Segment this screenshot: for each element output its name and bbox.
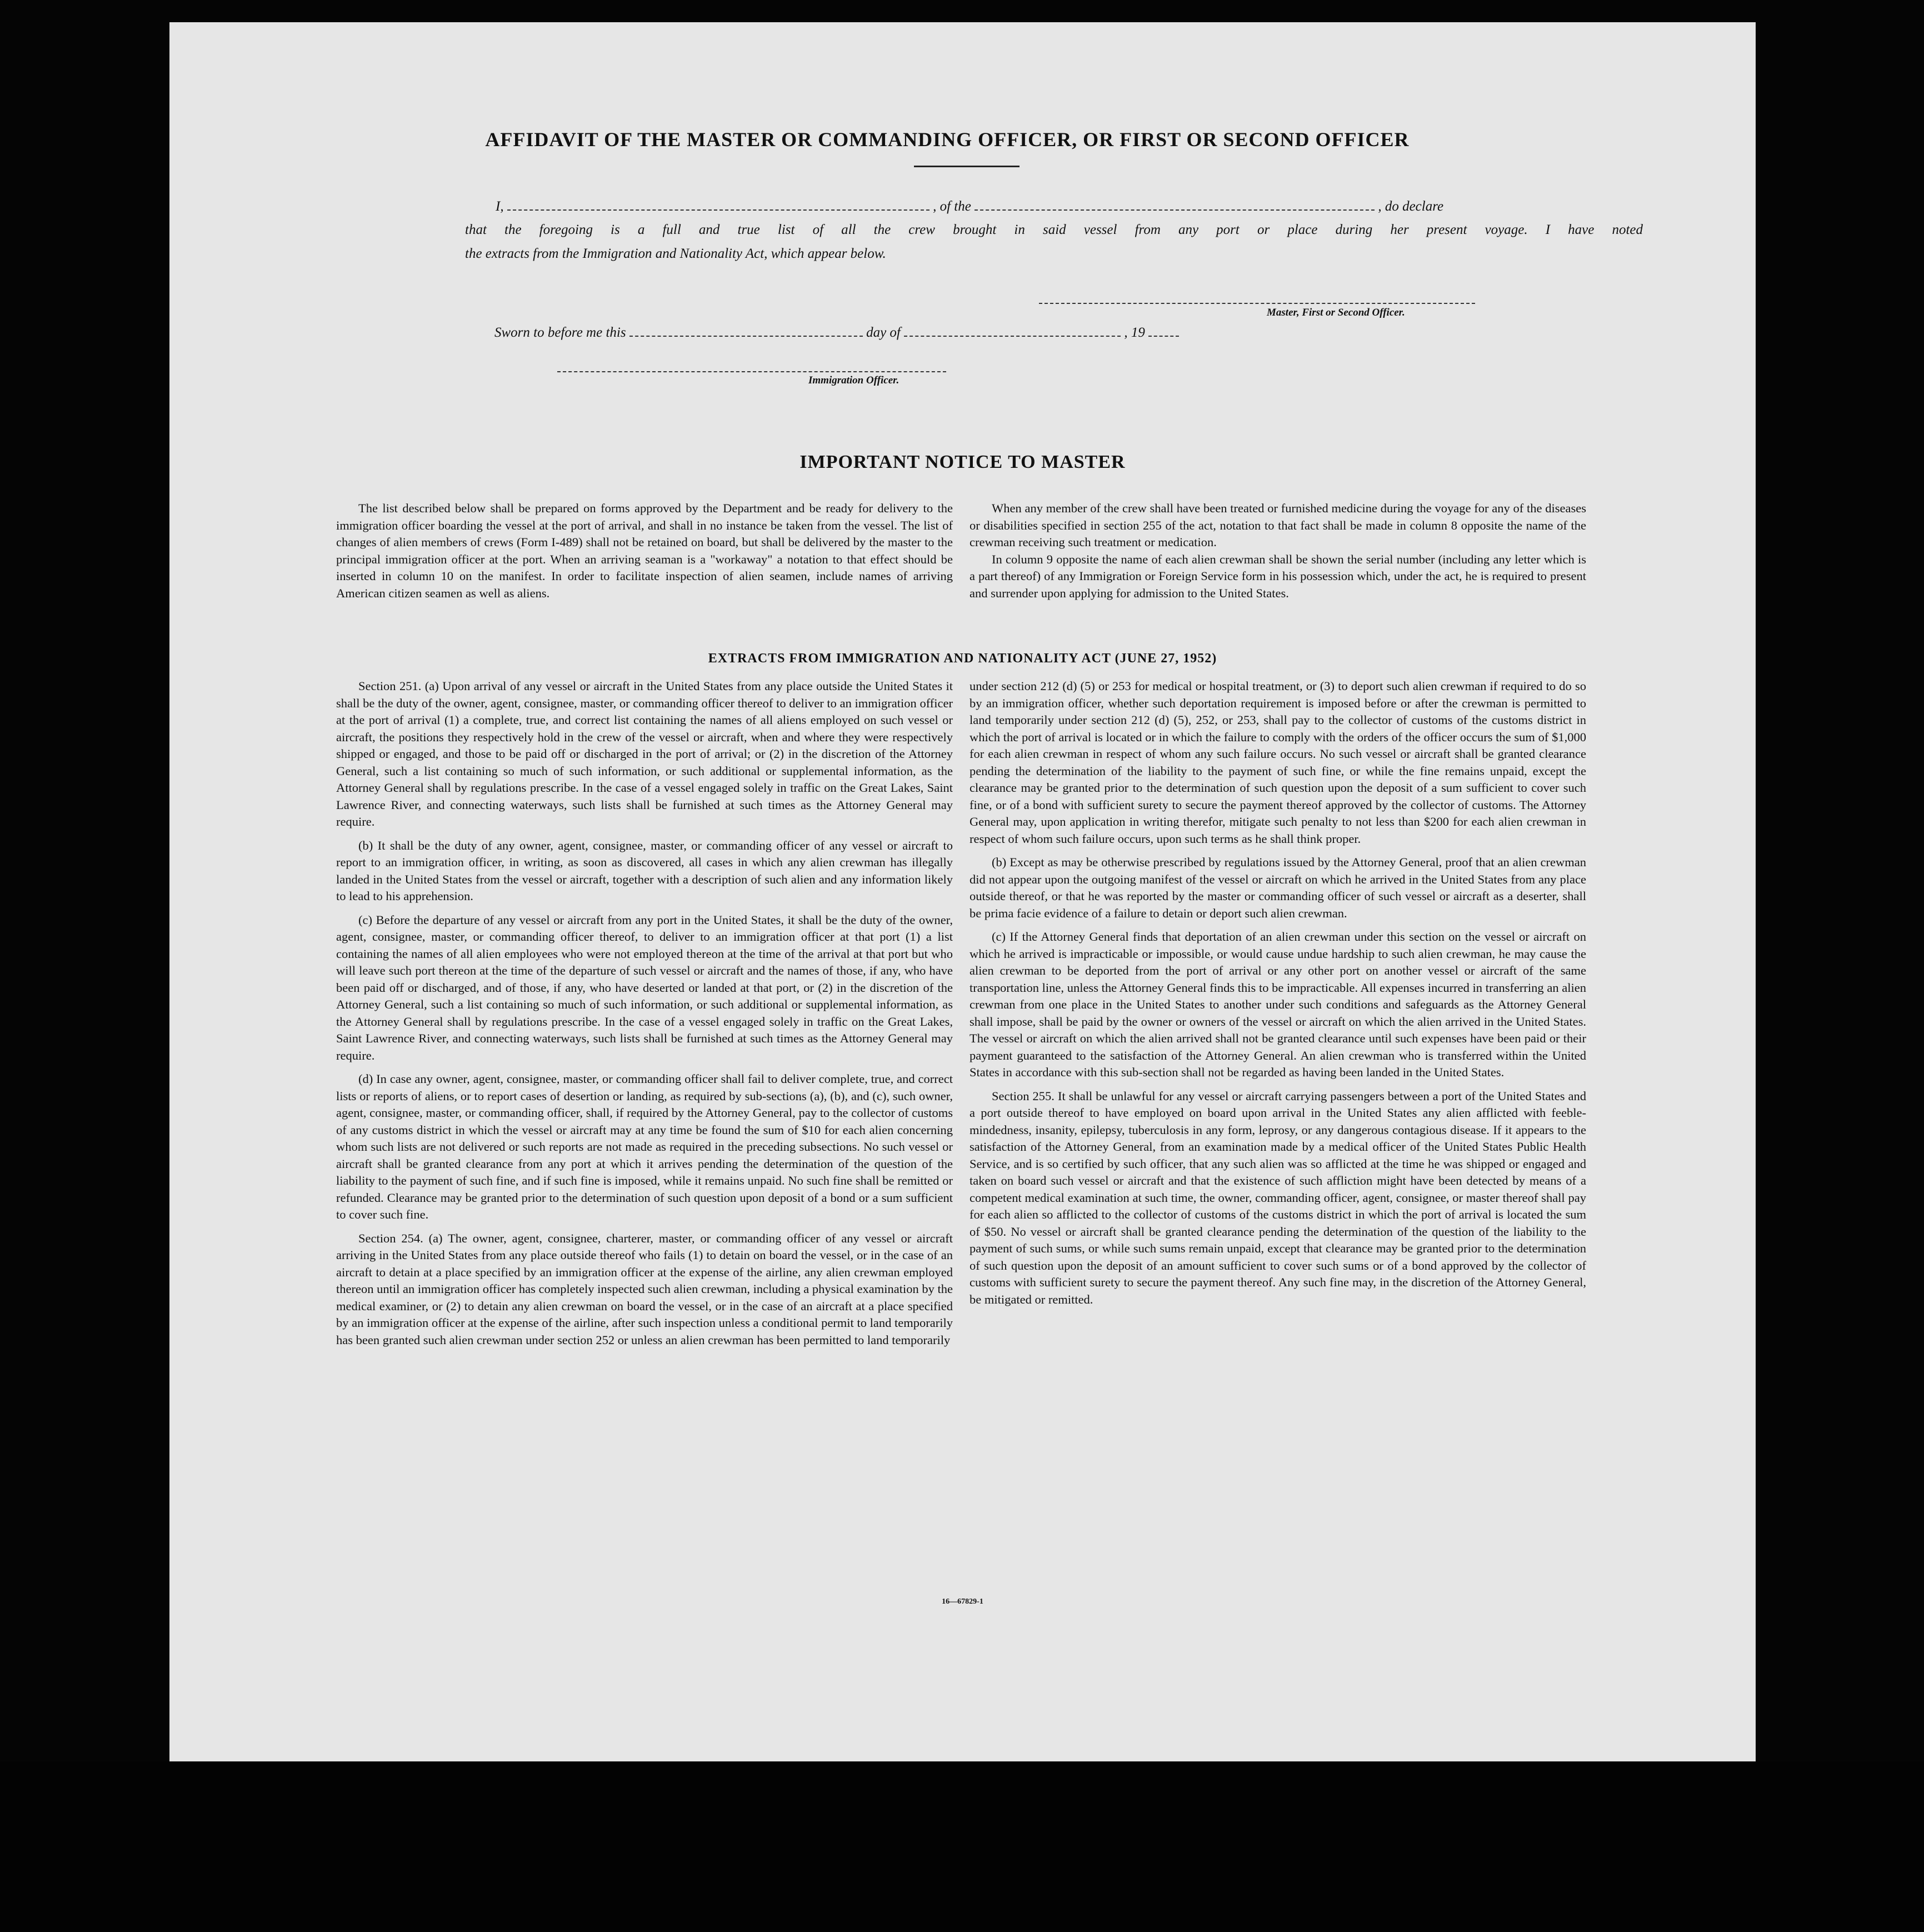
officer-signature-line[interactable] [557,371,946,372]
document-page [169,22,1756,1761]
sworn-line [494,325,1179,341]
section-251-a: Section 251. (a) Upon arrival of any vessel or aircraft in the United States from any place outside the United States it shall be the duty of the owner, agent, consignee, master, or commanding officer thereof to deliver to an immigration officer at the port of arrival (1) a complete, true, and correct list containing the names of all aliens employed on such vessel or aircraft, the positions they respectively hold in the crew of the vessel or aircraft, when and where they were respectively shipped or engaged, and those to be paid off or discharged in the port of arrival; or (2) in the discretion of the Attorney General, such a list containing so much of such information, or such additional or supplemental information, as the Attorney General shall by regulations prescribe. In the case of a vessel engaged solely in traffic on the Great Lakes, Saint Lawrence River, and connecting waterways, such lists shall be furnished at such times as the Attorney General may require. [336,679,953,828]
declaration-line [496,199,1443,214]
notice-title: IMPORTANT NOTICE TO MASTER [799,452,1126,472]
vessel-blank[interactable] [975,204,1375,211]
notice-left-paragraph: The list described below shall be prepared on forms approved by the Department and be ready for delivery to the immigration officer boarding the vessel at the port of arrival, and shall in no instance be taken from the vessel. The list of changes of alien members of crews (Form I-489) shall not be retained on board, but shall be delivered by the master to the principal immigration officer at the port. When an arriving seaman is a "workaway" a notation to that effect should be inserted in column 10 on the manifest. In order to facilitate inspection of alien seamen, include names of arriving American citizen seamen as well as aliens. [336,501,953,600]
declare-i: I, [496,199,504,214]
scan-border [0,1761,1924,1932]
master-signature-line[interactable] [1039,303,1475,304]
section-254-b: (b) Except as may be otherwise prescribed by regulations issued by the Attorney General, proof that an alien crewman did not appear upon the outgoing manifest of the vessel or aircraft on which he arrived in the United States from any place outside thereof, or that he was reported by the master or commanding officer of such vessel or aircraft as a deserter, shall be prima facie evidence of a failure to detain or deport such alien crewman. [970,855,1586,920]
extracts-right-column [970,678,1586,1315]
notice-right-column [970,500,1586,608]
notice-left-column [336,500,953,608]
extracts-left-column [336,678,953,1355]
sworn-date-blank[interactable] [629,330,863,337]
section-254-a-continued: under section 212 (d) (5) or 253 for medical or hospital treatment, or (3) to deport such alien crewman if required to do so by an immigration officer, whether such deportation requirement is imposed before or after the crewman is permitted to land temporarily under section 212 (d) (5), 252, or 253, shall pay to the collector of customs of the customs district in which the port of arrival is located or in which the failure to comply with the orders of the officer occurs the sum of $1,000 for each alien crewman in respect of whom any such failure occurs. No such vessel or aircraft shall be granted clearance pending the determination of the liability to the payment of such fine, or while the fine remains unpaid, except the clearance may be granted prior to the determination of such question upon the deposit of a sum sufficient to cover such fine, or of a bond with sufficient surety to secure the payment thereof approved by the collector of customs. The Attorney General may, upon application in writing therefor, mitigate such penalty to not less than $200 for each alien crewman in respect of whom such failure occurs, upon such terms as he shall think proper. [970,679,1586,846]
declare-of-the: , of the [933,199,971,214]
extracts-title: EXTRACTS FROM IMMIGRATION AND NATIONALITY ACT (JUNE 27, 1952) [708,651,1217,666]
sworn-prefix: Sworn to before me this [494,325,626,340]
section-255: Section 255. It shall be unlawful for any vessel or aircraft carrying passengers between a port of the United States and a port outside thereof to have employed on board upon arrival in the United States any alien afflicted with feeble-mindedness, insanity, epilepsy, tuberculosis in any form, leprosy, or any dangerous contagious disease. If it appears to the satisfaction of the Attorney General, from an examination made by a medical officer of the United States Public Health Service, and is so certified by such officer, that any such alien was so afflicted at the time he was shipped or engaged and taken on board such vessel or aircraft and that the existence of such affliction might have been detected by means of a competent medical examination at such time, the owner, commanding officer, agent, consignee, or master thereof shall pay for each alien so afflicted to the collector of customs of the customs district in which the port of arrival is located the sum of $50. No vessel or aircraft shall be granted clearance pending the determination of the question of the liability to the payment of such sums, or while such sums remain unpaid, except that clearance may be granted prior to the determination of such question upon the deposit of an amount sufficient to cover such sums or of a bond approved by the collector of customs with sufficient surety to secure the payment thereof. Any such fine may, in the discretion of the Attorney General, be mitigated or remitted. [970,1089,1586,1306]
name-blank[interactable] [507,204,929,211]
sworn-year-blank[interactable] [1148,330,1179,337]
form-code: 16—67829-1 [942,1597,983,1606]
master-caption: Master, First or Second Officer. [1267,307,1405,318]
title-rule [914,166,1020,167]
section-254-a: Section 254. (a) The owner, agent, consignee, charterer, master, or commanding officer of any vessel or aircraft arriving in the United States from any place outside thereof who fails (1) to detain on board the vessel, or in the case of an aircraft to detain at a place specified by an immigration officer at the expense of the airline, any alien crewman employed thereon until an immigration officer has completely inspected such alien crewman, including a physical examination by the medical examiner, or (2) to detain any alien crewman on board the vessel, or in the case of an aircraft at a place specified by an immigration officer at the expense of the airline, after such inspection unless a conditional permit to land temporarily has been granted such alien crewman under section 252 or unless an alien crewman has been permitted to land temporarily [336,1231,953,1347]
officer-caption: Immigration Officer. [808,375,899,386]
section-251-d: (d) In case any owner, agent, consignee, master, or commanding officer shall fail to deliver complete, true, and correct lists or reports of aliens, or to report cases of desertion or landing, as required by sub-sections (a), (b), and (c), such owner, agent, consignee, master, or commanding officer, shall, if required by the Attorney General, pay to the collector of customs of any customs district in which the vessel or aircraft may at any time be found the sum of $10 for each alien concerning whom such lists are not delivered or such reports are not made as required in the preceding subsections. No such vessel or aircraft shall be granted clearance from any port at which it arrives pending the determination of the question of the liability to the payment of such fine, and if such fine is imposed, while it remains unpaid. No such fine shall be remitted or refunded. Clearance may be granted prior to the determination of such question upon deposit of a bond or a sum sufficient to cover such fine. [336,1072,953,1221]
declaration-text-3: the extracts from the Immigration and Nationality Act, which appear below. [465,246,886,261]
declare-end: , do declare [1378,199,1444,214]
affidavit-title: AFFIDAVIT OF THE MASTER OR COMMANDING OFFICER, OR FIRST OR SECOND OFFICER [485,128,1410,151]
notice-right-paragraph-1: When any member of the crew shall have been treated or furnished medicine during the voyage for any of the diseases or disabilities specified in section 255 of the act, notation to that fact shall be made in column 8 opposite the name of the crewman receiving such treatment or medication. [970,501,1586,549]
sworn-month-blank[interactable] [904,330,1121,337]
declaration-text-2: that the foregoing is a full and true list of all the crew brought in said vessel from any port or place during her present voyage. I have noted [465,222,1643,237]
section-254-c: (c) If the Attorney General finds that deportation of an alien crewman under this section on the vessel or aircraft on which he arrived is impracticable or impossible, or would cause undue hardship to such alien crewman, he may cause the alien crewman to be deported from the port of arrival or any other port on another vessel or aircraft of the same transportation line, unless the Attorney General finds this to be impracticable. All expenses incurred in transferring an alien crewman from one place in the United States to another under such conditions and safeguards as the Attorney General shall impose, shall be paid by the owner or owners of the vessel or aircraft on which the alien arrived in the United States. The vessel or aircraft on which the alien arrived shall not be granted clearance until such expenses have been paid or their payment guaranteed to the satisfaction of the Attorney General. An alien crewman who is transferred within the United States in accordance with this sub-section shall not be regarded as having been landed in the United States. [970,930,1586,1079]
sworn-year: , 19 [1124,325,1145,340]
section-251-c: (c) Before the departure of any vessel or aircraft from any port in the United States, it shall be the duty of the owner, agent, consignee, master, or commanding officer thereof, to deliver to an immigration officer at that port (1) a list containing the names of all alien employees who were not employed thereon at the time of the arrival at that port but who will leave such port thereon at the time of the departure of such vessel or aircraft and the names of those, if any, who have been paid off or discharged, and of those, if any, who have deserted or landed at that port, or (2) in the discretion of the Attorney General, such a list containing so much of such information, or such additional or supplemental information, as the Attorney General shall by regulations prescribe. In the case of a vessel engaged solely in traffic on the Great Lakes, Saint Lawrence River, and connecting waterways, such lists shall be furnished at such times as the Attorney General may require. [336,912,953,1062]
section-251-b: (b) It shall be the duty of any owner, agent, consignee, master, or commanding officer of any vessel or aircraft to report to an immigration officer, in writing, as soon as discovered, all cases in which any alien crewman has illegally landed in the United States from the vessel or aircraft, together with a description of such alien and any information likely to lead to his apprehension. [336,838,953,903]
sworn-day: day of [866,325,901,340]
notice-right-paragraph-2: In column 9 opposite the name of each alien crewman shall be shown the serial number (including any letter which is a part thereof) of any Immigration or Foreign Service form in his possession which, under the act, he is required to present and surrender upon applying for admission to the United States. [970,552,1586,600]
